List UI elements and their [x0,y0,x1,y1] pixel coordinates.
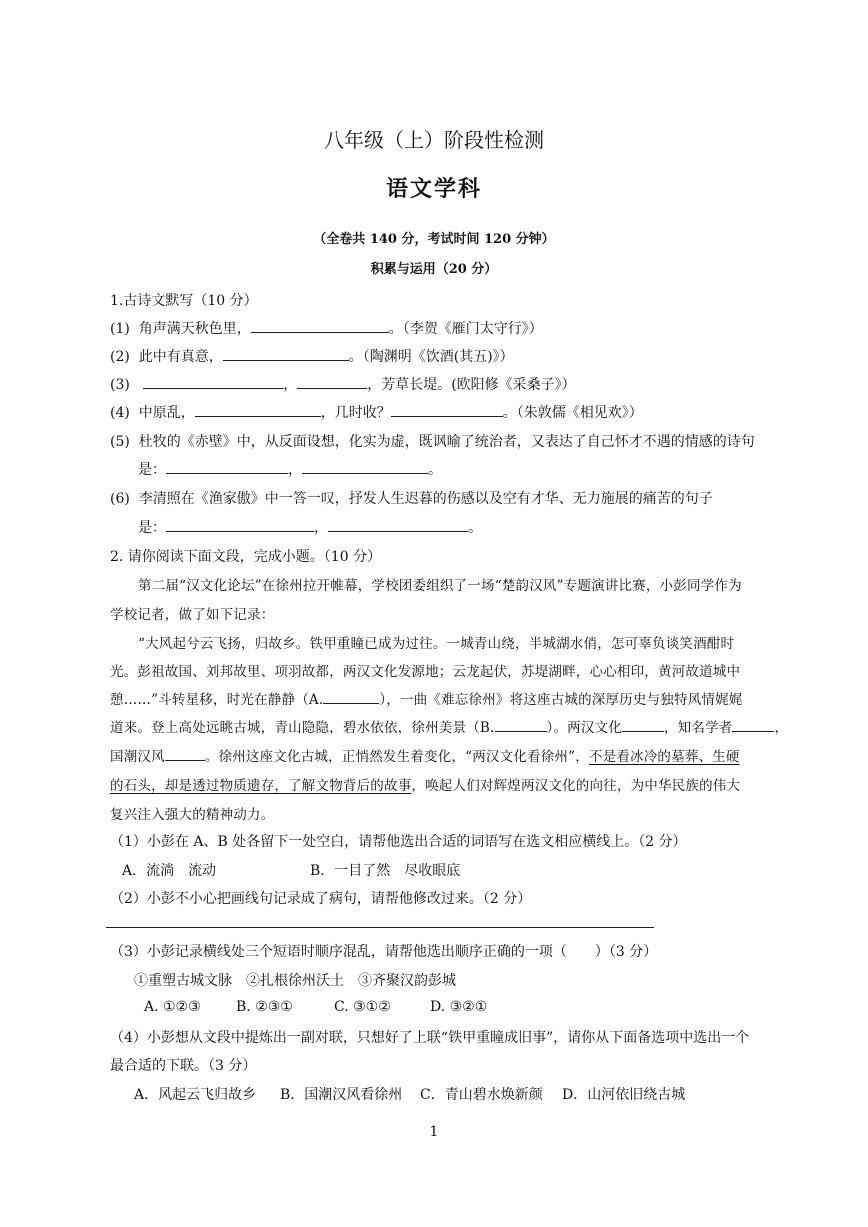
answer-blank[interactable] [166,517,314,532]
answer-line[interactable] [106,927,654,928]
underlined-sentence: 不是看冰冷的墓葬、生硬 [588,749,740,765]
sq4-option-c[interactable]: C．青山碧水焕新颜 [420,1087,543,1103]
sq4-option-a[interactable]: A．风起云飞归故乡 [134,1087,257,1103]
answer-blank[interactable] [391,402,503,417]
q2-intro-line-2: 学校记者，做了如下记录： [110,607,275,623]
answer-blank[interactable] [223,346,349,361]
blank-b[interactable] [495,717,547,732]
q1-item-3: (3) ， ，芳草长堤。(欧阳修《采桑子》） [110,374,576,394]
passage-line-6: 的石头，却是透过物质遗存，了解文物背后的故事，唤起人们对辉煌两汉文化的向往，为中华民族的伟大 [110,778,741,794]
page-number: 1 [429,1124,439,1140]
sq1-option-a: A．流淌 流动 [122,863,217,879]
answer-blank[interactable] [328,517,468,532]
subquestion-3: （3）小彭记录横线处三个短语时顺序混乱，请帮他选出顺序正确的一项（ ）（3 分） [110,944,658,960]
q1-item-5-answer: 是： ， 。 [138,459,442,479]
sq1-option-b: B．一目了然 尽收眼底 [310,863,461,879]
q1-item-4: (4) 中原乱， ，几时收？ 。（朱敦儒《相见欢》） [110,402,643,422]
exam-info: （全卷共 140 分，考试时间 120 分钟） [313,232,555,247]
q1-item-6-answer: 是： ， 。 [138,517,482,537]
passage-line-1: “大风起兮云飞扬，归故乡。铁甲重瞳已成为过往。一城青山绕，半城湖水俏，怎可辜负谈笑酒酣时 [138,636,735,652]
sq3-option-b[interactable]: B. ②③① [236,999,293,1015]
q1-item-5: (5) 杜牧的《赤壁》中，从反面设想，化实为虚，既讽喻了统治者，又表达了自己怀才不遇的情感的诗句 [110,434,755,450]
passage-line-5: 国潮汉风 。徐州这座文化古城，正悄然发生着变化，“两汉文化看徐州”，不是看冰冷的墓葬、生硬 [110,745,740,765]
q1-item-1: (1) 角声满天秋色里， 。（李贺《雁门太守行》） [110,318,543,338]
sq3-option-c[interactable]: C. ③①② [334,999,391,1015]
passage-line-2: 光。彭祖故国、刘邦故里、项羽故都，两汉文化发源地；云龙起伏，苏堤湖畔，心心相印，黄河故道城中 [110,664,741,680]
subquestion-4-line-1: （4）小彭想从文段中提炼出一副对联，只想好了上联“铁甲重瞳成旧事”，请你从下面备选项中选出一个 [110,1030,750,1046]
q1-item-2: (2) 此中有真意， 。（陶渊明《饮酒(其五)》） [110,346,514,366]
sq3-option-d[interactable]: D. ③②① [430,999,488,1015]
subquestion-1: （1）小彭在 A、B 处各留下一处空白，请帮他选出合适的词语写在选文相应横线上。（2 分） [110,834,687,850]
q2-intro-line-1: 第二届“汉文化论坛”在徐州拉开帷幕，学校团委组织了一场“楚韵汉风”专题演讲比赛，小彭同学作为 [138,578,742,594]
subject-title: 语文学科 [385,176,482,202]
answer-blank[interactable] [166,459,288,474]
answer-blank[interactable] [297,374,367,389]
subquestion-2: （2）小彭不小心把画线句记录成了病句，请帮他修改过来。（2 分） [110,891,532,907]
sq3-option-a[interactable]: A. ①②③ [144,999,201,1015]
phrase-blank[interactable] [165,746,205,761]
answer-blank[interactable] [302,459,428,474]
section-heading: 积累与运用（20 分） [370,262,498,277]
passage-line-4: 道来。登上高处远眺古城，青山隐隐，碧水依依，徐州美景（B. ）。两汉文化 ，知名学者 ， [110,716,788,736]
phrase-blank[interactable] [732,717,774,732]
subquestion-4-line-2: 最合适的下联。（3 分） [110,1058,257,1074]
q2-heading: 2. 请你阅读下面文段，完成小题。（10 分） [110,549,382,565]
exam-title: 八年级（上）阶段性检测 [324,128,544,152]
phrase-blank[interactable] [622,717,664,732]
q1-heading: 1.古诗文默写（10 分） [110,293,258,309]
answer-blank[interactable] [251,318,389,333]
blank-a[interactable] [323,689,379,704]
answer-blank[interactable] [143,374,283,389]
answer-blank[interactable] [195,402,321,417]
underlined-sentence: 的石头，却是透过物质遗存，了解文物背后的故事 [110,778,412,794]
q1-item-6: (6) 李清照在《渔家傲》中一答一叹，抒发人生迟暮的伤感以及空有才华、无力施展的痛苦的句子 [110,491,713,507]
sq4-option-d[interactable]: D．山河依旧绕古城 [562,1087,686,1103]
passage-line-3: 憩……”斗转星移，时光在静静（A. ），一曲《难忘徐州》将这座古城的深厚历史与独特风情娓娓 [110,688,743,708]
passage-line-7: 复兴注入强大的精神动力。 [110,807,275,823]
sq4-option-b[interactable]: B．国潮汉风看徐州 [280,1087,403,1103]
sq3-phrases: ①重塑古城文脉 ②扎根徐州沃土 ③齐聚汉韵彭城 [134,973,456,989]
